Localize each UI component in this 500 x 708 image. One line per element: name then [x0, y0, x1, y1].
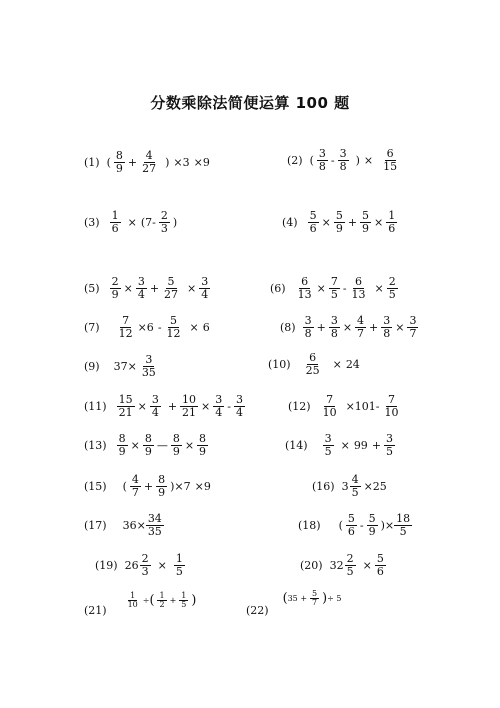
paren-open: (	[122, 479, 127, 493]
problem-number: (12)	[288, 399, 311, 413]
operator: +	[169, 595, 177, 605]
fraction: $\frac{34}{35}$	[147, 512, 162, 538]
problem-15	[84, 474, 211, 498]
operator: ÷	[142, 595, 150, 605]
fraction: 7 10	[384, 393, 399, 419]
operator: ×	[130, 438, 140, 452]
problem-9	[84, 354, 161, 378]
problem-1	[84, 150, 210, 174]
problem-number: (19)	[95, 558, 118, 572]
problem-number: (13)	[84, 438, 107, 452]
operator: ×	[127, 215, 137, 229]
fraction: $\frac{10}{21}$	[182, 393, 197, 419]
problem-18	[298, 513, 415, 537]
number: 36×	[122, 518, 146, 532]
fraction: 5 9	[368, 512, 376, 538]
problem-number: (14)	[285, 438, 308, 452]
paren-close: )	[322, 590, 328, 606]
fraction: 6 25	[305, 351, 320, 377]
fraction: 5 6	[347, 512, 355, 538]
paren-close: )	[172, 215, 178, 229]
mixed-number: 32 2 5	[329, 552, 354, 578]
problem-8	[280, 315, 421, 339]
problem-3	[84, 210, 177, 234]
operator: ×	[321, 215, 331, 229]
fraction: 2 3	[141, 552, 149, 578]
operator: ×	[340, 438, 350, 452]
problem-5	[84, 276, 213, 300]
paren-open: (	[106, 155, 111, 169]
paren-open: (	[149, 592, 155, 608]
operator: -	[227, 399, 231, 413]
fraction: 2 5	[346, 552, 354, 578]
problem-number: (2)	[287, 153, 303, 167]
operator: -	[342, 281, 347, 295]
problem-20	[300, 553, 389, 577]
operator: ×9	[193, 155, 210, 169]
paren-open: (	[309, 153, 314, 167]
operator: ×	[184, 438, 195, 452]
fraction: 4 7	[131, 473, 139, 499]
fraction: $\frac{4}{7}$	[357, 314, 365, 340]
fraction: $\frac{5}{6}$	[309, 209, 317, 235]
operator: ×	[332, 357, 342, 371]
fraction: $\frac{1}{6}$	[388, 209, 396, 235]
operator: ×	[395, 320, 405, 334]
fraction: $\frac{2}{9}$	[111, 275, 119, 301]
problem-14	[285, 433, 398, 457]
fraction: $\frac{5}{9}$	[335, 209, 343, 235]
problem-number: (18)	[298, 518, 321, 532]
operator: +	[149, 281, 160, 295]
fraction: $\frac{5}{7}$	[312, 589, 318, 608]
mixed-number: 26 2 3	[124, 552, 149, 578]
fraction: $\frac{3}{7}$	[409, 314, 417, 340]
problem-number: (10)	[268, 357, 291, 371]
problem-number: (11)	[84, 399, 107, 413]
operator: +	[127, 155, 138, 169]
operator: )×7	[170, 479, 191, 493]
fraction: $\frac{3}{8}$	[383, 314, 391, 340]
fraction: 3 8	[339, 147, 347, 173]
problem-number: (15)	[84, 479, 107, 493]
number: 99	[353, 438, 368, 452]
operator: ×101-	[345, 399, 380, 413]
operator: —	[156, 438, 168, 452]
problem-16	[312, 474, 387, 498]
problem-19	[95, 553, 188, 577]
operator: -	[152, 215, 156, 229]
fraction: $\frac{7}{12}$	[118, 314, 133, 340]
operator: +	[167, 399, 178, 413]
operator: ×	[363, 153, 374, 167]
operator: ×	[374, 281, 384, 295]
number: 6	[202, 320, 210, 334]
problem-number: (8)	[280, 320, 296, 334]
operator: ×	[157, 558, 167, 572]
fraction: 6 13	[351, 275, 366, 301]
fraction: 1 5	[175, 552, 183, 578]
operator: -	[330, 153, 335, 167]
paren-close: )	[165, 155, 170, 169]
fraction: 1 6	[111, 209, 119, 235]
problem-12	[288, 394, 404, 418]
fraction: 3 4	[235, 393, 243, 419]
page-title: 分数乘除法简便运算 100 题	[150, 94, 350, 112]
fraction: $\frac{3}{5}$	[386, 432, 394, 458]
problem-22	[246, 589, 342, 617]
problem-number: (17)	[84, 518, 107, 532]
fraction: 8 9	[115, 149, 123, 175]
operator: ×9	[194, 479, 211, 493]
mixed-number: 3 4 5	[341, 473, 359, 499]
fraction: 1 2	[159, 591, 165, 610]
problem-number: (1)	[84, 155, 100, 169]
operator: ×	[362, 558, 372, 572]
problem-number: (6)	[270, 281, 286, 295]
problem-6	[270, 276, 401, 300]
fraction: $\frac{8}{9}$	[158, 473, 166, 499]
fraction: $\frac{8}{9}$	[118, 432, 126, 458]
expression	[123, 592, 197, 610]
fraction: $\frac{7}{5}$	[330, 275, 338, 301]
operator: +	[347, 215, 358, 229]
operator: -	[157, 320, 162, 334]
operator: ×	[374, 215, 384, 229]
problem-number: (22)	[246, 603, 269, 617]
paren-open: (7	[140, 215, 153, 229]
fraction: $\frac{2}{5}$	[388, 275, 396, 301]
problem-4	[282, 210, 400, 234]
operator: ×	[316, 281, 326, 295]
operator: ×	[342, 320, 353, 334]
operator: ×	[123, 281, 133, 295]
fraction: $\frac{3}{4}$	[215, 393, 223, 419]
operator: ×3	[173, 155, 190, 169]
problem-number: (9)	[84, 359, 100, 373]
number: 37×	[113, 359, 137, 373]
fraction: $\frac{8}{9}$	[144, 432, 152, 458]
fraction: $\frac{3}{4}$	[201, 275, 209, 301]
problem-10	[268, 352, 360, 376]
operator: +	[316, 320, 326, 334]
operator: ×6	[137, 320, 154, 334]
fraction: $\frac{18}{5}$	[396, 512, 411, 538]
fraction: $\frac{3}{35}$	[141, 353, 156, 379]
operator: -	[359, 518, 364, 532]
fraction: $\frac{3}{8}$	[330, 314, 338, 340]
problem-17	[84, 513, 167, 537]
fraction: $\frac{5}{9}$	[362, 209, 370, 235]
fraction: 3 8	[318, 147, 326, 173]
fraction: 2 3	[160, 209, 168, 235]
operator: ×	[187, 281, 197, 295]
fraction: 3 5	[324, 432, 332, 458]
problem-2	[287, 148, 402, 172]
operator: ×	[189, 320, 199, 334]
operator: ×	[201, 399, 211, 413]
expression	[283, 590, 342, 608]
problem-21	[84, 591, 197, 617]
problem-number: (20)	[300, 558, 323, 572]
fraction: $\frac{6}{13}$	[297, 275, 312, 301]
fraction: $\frac{5}{27}$	[164, 275, 179, 301]
problem-number: (3)	[84, 215, 100, 229]
problem-13	[84, 433, 211, 457]
problem-7	[84, 315, 210, 339]
fraction: 5 12	[166, 314, 181, 340]
operator: ×25	[363, 479, 387, 493]
problem-number: (7)	[84, 320, 100, 334]
fraction: 4 5	[351, 473, 359, 499]
fraction: $\frac{4}{27}$	[142, 149, 157, 175]
number: 35 +	[287, 593, 308, 603]
paren-open: (	[338, 518, 343, 532]
operator: )×	[380, 518, 395, 532]
fraction: 7 10	[322, 393, 337, 419]
fraction: $\frac{5}{6}$	[376, 552, 384, 578]
fraction: $\frac{3}{4}$	[137, 275, 145, 301]
operator: +	[371, 438, 382, 452]
paren-open: (	[282, 590, 288, 606]
fraction: $\frac{1}{5}$	[181, 591, 187, 610]
fraction: $\frac{15}{21}$	[118, 393, 133, 419]
operator: ÷ 5	[327, 593, 342, 603]
number: 24	[345, 357, 360, 371]
problem-number: (5)	[84, 281, 100, 295]
fraction: $\frac{1}{10}$	[127, 591, 138, 610]
fraction: $\frac{3}{4}$	[151, 393, 159, 419]
fraction: $\frac{8}{9}$	[172, 432, 180, 458]
paren-close: )	[355, 153, 360, 167]
fraction: $\frac{8}{9}$	[199, 432, 207, 458]
fraction: $\frac{6}{15}$	[383, 147, 398, 173]
fraction: 3 8	[304, 314, 312, 340]
problem-number: (4)	[282, 215, 298, 229]
problem-11	[84, 394, 248, 418]
problem-number: (16)	[312, 479, 335, 493]
operator: +	[143, 479, 154, 493]
operator: +	[369, 320, 379, 334]
problem-number: (21)	[84, 603, 107, 617]
operator: ×	[137, 399, 147, 413]
paren-close: )	[191, 592, 197, 608]
